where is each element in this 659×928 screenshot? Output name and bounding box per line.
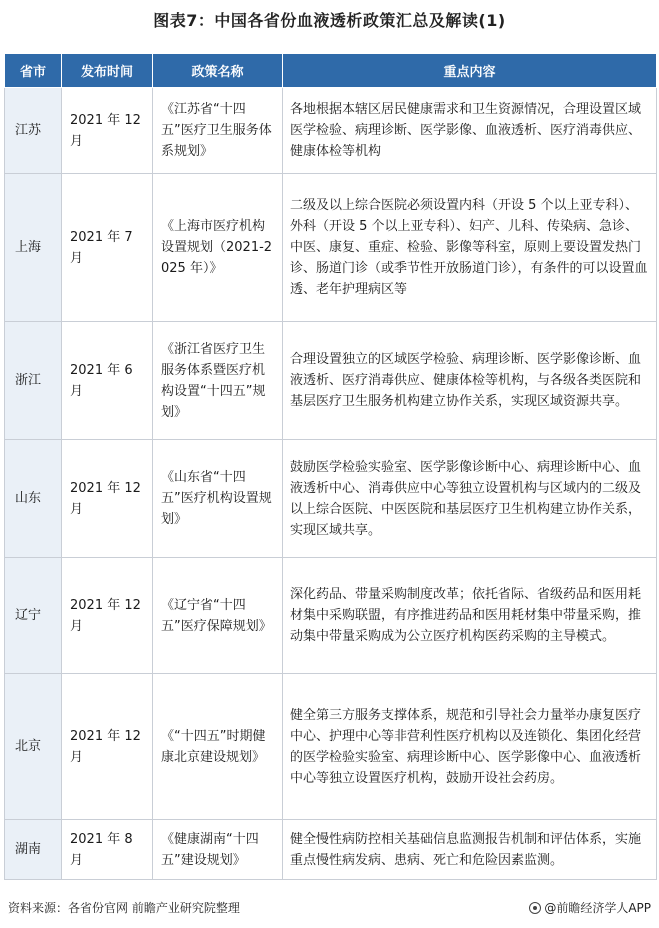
province-cell: 辽宁 bbox=[5, 558, 62, 674]
header-province: 省市 bbox=[5, 54, 62, 88]
key-points-cell: 二级及以上综合医院必须设置内科（开设 5 个以上亚专科）、外科（开设 5 个以上亚专科）、妇产、儿科、传染病、急诊、中医、康复、重症、检验、影像等科室，原则上要设置发热门诊、肠道门诊（或季节性开放肠道门诊），有条件的可以设置血透、老年护理病区等 bbox=[283, 174, 657, 322]
date-cell: 2021 年 8 月 bbox=[62, 820, 153, 880]
key-points-cell: 深化药品、带量采购制度改革；依托省际、省级药品和医用耗材集中采购联盟，有序推进药品和医用耗材集中带量采购，推动集中带量采购成为公立医疗机构医药采购的主导模式。 bbox=[283, 558, 657, 674]
province-cell: 浙江 bbox=[5, 322, 62, 440]
table-row bbox=[5, 558, 657, 674]
policy-table-container bbox=[4, 53, 656, 880]
policy-name-cell: 《上海市医疗机构设置规划（2021-2025 年）》 bbox=[153, 174, 283, 322]
table-row bbox=[5, 322, 657, 440]
date-cell: 2021 年 7 月 bbox=[62, 174, 153, 322]
source-note: 资料来源：各省份官网 前瞻产业研究院整理 bbox=[8, 901, 240, 915]
date-cell: 2021 年 6 月 bbox=[62, 322, 153, 440]
footer bbox=[0, 897, 659, 919]
table-row bbox=[5, 88, 657, 174]
key-points-cell: 合理设置独立的区域医学检验、病理诊断、医学影像诊断、血液透析、医疗消毒供应、健康体检等机构，与各级各类医院和基层医疗卫生服务机构建立协作关系，实现区域资源共享。 bbox=[283, 322, 657, 440]
header-date: 发布时间 bbox=[62, 54, 153, 88]
table-row bbox=[5, 820, 657, 880]
header-policy: 政策名称 bbox=[153, 54, 283, 88]
policy-name-cell: 《浙江省医疗卫生服务体系暨医疗机构设置“十四五”规划》 bbox=[153, 322, 283, 440]
table-row bbox=[5, 440, 657, 558]
province-cell: 江苏 bbox=[5, 88, 62, 174]
page-title: 图表7：中国各省份血液透析政策汇总及解读(1) bbox=[153, 11, 506, 30]
table-row bbox=[5, 174, 657, 322]
key-points-cell: 鼓励医学检验实验室、医学影像诊断中心、病理诊断中心、血液透析中心、消毒供应中心等独立设置机构与区域内的二级及以上综合医院、中医医院和基层医疗卫生机构建立协作关系，实现区域共享。 bbox=[283, 440, 657, 558]
policy-name-cell: 《“十四五”时期健康北京建设规划》 bbox=[153, 674, 283, 820]
header-points: 重点内容 bbox=[283, 54, 657, 88]
date-cell: 2021 年 12 月 bbox=[62, 558, 153, 674]
province-cell: 湖南 bbox=[5, 820, 62, 880]
key-points-cell: 各地根据本辖区居民健康需求和卫生资源情况，合理设置区域医学检验、病理诊断、医学影像、血液透析、医疗消毒供应、健康体检等机构 bbox=[283, 88, 657, 174]
table-row bbox=[5, 674, 657, 820]
province-cell: 北京 bbox=[5, 674, 62, 820]
key-points-cell: 健全第三方服务支撑体系，规范和引导社会力量举办康复医疗中心、护理中心等非营利性医疗机构以及连锁化、集团化经营的医学检验实验室、病理诊断中心、医学影像中心、血液透析中心等独立设置医疗机构，鼓励开设社会药房。 bbox=[283, 674, 657, 820]
province-cell: 上海 bbox=[5, 174, 62, 322]
date-cell: 2021 年 12 月 bbox=[62, 440, 153, 558]
policy-name-cell: 《辽宁省“十四五”医疗保障规划》 bbox=[153, 558, 283, 674]
brand-logo-icon bbox=[529, 902, 541, 914]
policy-table bbox=[4, 53, 657, 880]
date-cell: 2021 年 12 月 bbox=[62, 88, 153, 174]
province-cell: 山东 bbox=[5, 440, 62, 558]
policy-name-cell: 《健康湖南“十四五”建设规划》 bbox=[153, 820, 283, 880]
brand-credit bbox=[529, 899, 651, 916]
table-header-row bbox=[5, 54, 657, 88]
brand-text: @前瞻经济学人APP bbox=[544, 901, 651, 915]
policy-name-cell: 《山东省“十四五”医疗机构设置规划》 bbox=[153, 440, 283, 558]
policy-name-cell: 《江苏省“十四五”医疗卫生服务体系规划》 bbox=[153, 88, 283, 174]
date-cell: 2021 年 12 月 bbox=[62, 674, 153, 820]
key-points-cell: 健全慢性病防控相关基础信息监测报告机制和评估体系，实施重点慢性病发病、患病、死亡和危险因素监测。 bbox=[283, 820, 657, 880]
